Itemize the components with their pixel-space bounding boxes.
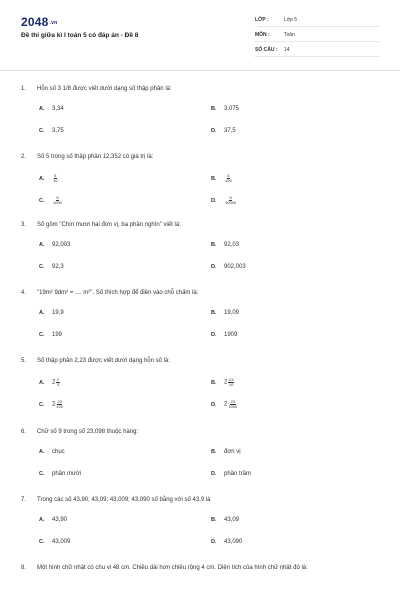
option-letter: B.: [211, 176, 217, 183]
option-letter: B.: [211, 380, 217, 387]
option-b[interactable]: [211, 378, 235, 387]
option-d[interactable]: [211, 471, 251, 477]
fraction-denominator: 1000: [228, 404, 238, 409]
option-fraction: [52, 377, 61, 387]
option-fraction: [52, 195, 63, 205]
option-text: phần trăm: [224, 471, 252, 477]
option-text: 1909: [224, 332, 238, 338]
option-a[interactable]: [39, 517, 67, 523]
fraction: [225, 174, 232, 183]
option-d[interactable]: [211, 400, 238, 409]
fraction-numerator: 23: [230, 399, 236, 404]
question-number: 3.: [21, 222, 27, 228]
option-letter: A.: [39, 106, 45, 112]
option-text: chục: [52, 449, 65, 455]
option-letter: A.: [39, 310, 45, 316]
question-stem: [21, 288, 381, 298]
fraction-denominator: 10000: [225, 200, 237, 205]
option-letter: D.: [211, 264, 217, 270]
option-a[interactable]: [39, 378, 61, 387]
question-text: Chữ số 9 trong số 23,098 thuộc hàng:: [37, 429, 139, 435]
option-b[interactable]: [211, 242, 239, 248]
option-letter: B.: [211, 242, 217, 248]
meta-question-count: SỐ CÂU : 14: [255, 45, 380, 57]
option-d[interactable]: [211, 128, 236, 134]
fraction: [56, 400, 63, 409]
option-fraction: [224, 377, 235, 387]
question-stem: [21, 495, 381, 505]
option-letter: A.: [39, 449, 45, 455]
option-letter: C.: [39, 332, 45, 338]
option-text: 92,003: [52, 242, 71, 248]
meta-class: LỚP : Lớp 5: [255, 15, 380, 27]
option-text: 43,90: [52, 517, 68, 523]
option-b[interactable]: [211, 106, 239, 112]
fraction-denominator: 10: [53, 178, 58, 183]
option-fraction: [52, 399, 64, 409]
option-letter: D.: [211, 539, 217, 545]
question-stem: [21, 152, 381, 162]
option-letter: C.: [39, 539, 45, 545]
option-letter: C.: [39, 402, 45, 409]
question-number: 7.: [21, 497, 27, 503]
option-letter: B.: [211, 106, 217, 112]
fraction-whole: 2: [224, 379, 228, 386]
option-text: 19,9: [52, 310, 64, 316]
fraction: [228, 400, 237, 409]
question-stem: [21, 220, 381, 230]
fraction-denominator: 10: [228, 382, 234, 387]
option-c[interactable]: [39, 400, 64, 409]
option-text: 92,03: [224, 242, 240, 248]
option-letter: C.: [39, 198, 45, 205]
question-text: Một hình chữ nhật có chu vi 48 cm. Chiều dài hơn chiều rộng 4 cm. Diện tích của hình chữ nhật đó là:: [37, 565, 308, 571]
option-c[interactable]: [39, 471, 81, 477]
fraction: [53, 174, 57, 183]
fraction: [228, 378, 233, 387]
fraction-numerator: 5: [229, 195, 232, 200]
question-number: 6.: [21, 429, 27, 435]
option-text: 902,003: [224, 264, 246, 270]
option-c[interactable]: [39, 196, 63, 205]
meta-subject: MÔN : Toán: [255, 30, 380, 42]
fraction: [225, 196, 236, 205]
question-number: 5.: [21, 358, 27, 364]
option-text: 43,09: [224, 517, 240, 523]
option-d[interactable]: [211, 332, 237, 338]
fraction: [56, 378, 59, 387]
option-fraction: [52, 173, 58, 183]
question-text: "19m² 9dm² = .... m²". Số thích hợp để điền vào chỗ chấm là:: [37, 290, 199, 296]
option-letter: D.: [211, 128, 217, 134]
option-a[interactable]: [39, 449, 65, 455]
option-text: 3,075: [224, 106, 240, 112]
option-a[interactable]: [39, 242, 70, 248]
site-logo[interactable]: 2048.vn: [21, 15, 58, 29]
option-d[interactable]: [211, 539, 242, 545]
option-letter: A.: [39, 176, 45, 183]
fraction-numerator: 5: [227, 173, 230, 178]
question-text: Trong các số 43,90; 43,09; 43,009; 43,090 số bằng với số 43,9 là: [37, 497, 211, 503]
option-letter: C.: [39, 471, 45, 477]
option-a[interactable]: [39, 310, 64, 316]
option-text: 19,09: [224, 310, 240, 316]
option-letter: B.: [211, 310, 217, 316]
option-letter: D.: [211, 471, 217, 477]
fraction-numerator: 2: [56, 377, 60, 382]
fraction-denominator: 3: [56, 382, 60, 387]
option-text: 92,3: [52, 264, 64, 270]
option-d[interactable]: [211, 264, 246, 270]
question-number: 2.: [21, 154, 27, 160]
option-letter: D.: [211, 198, 217, 205]
option-c[interactable]: [39, 264, 64, 270]
option-letter: B.: [211, 449, 217, 455]
option-fraction: [224, 195, 237, 205]
option-letter: A.: [39, 380, 45, 387]
question-number: 4.: [21, 290, 27, 296]
header-divider: [0, 70, 400, 71]
option-fraction: [224, 399, 238, 409]
question-text: Số thập phân 2,23 được viết dưới dạng hỗn số là:: [37, 358, 170, 364]
option-a[interactable]: [39, 106, 64, 112]
option-text: 43,090: [224, 539, 243, 545]
option-fraction: [224, 173, 233, 183]
fraction-denominator: 100: [225, 178, 232, 183]
fraction-numerator: 23: [228, 377, 234, 382]
option-text: 43,009: [52, 539, 71, 545]
option-text: 3,75: [52, 128, 64, 134]
page-header: [0, 0, 400, 70]
option-letter: D.: [211, 402, 217, 409]
option-letter: A.: [39, 242, 45, 248]
question-stem: [21, 356, 381, 366]
option-letter: C.: [39, 264, 45, 270]
option-text: phần mười: [52, 471, 82, 477]
option-b[interactable]: [211, 449, 241, 455]
option-b[interactable]: [211, 310, 239, 316]
fraction-numerator: 23: [57, 399, 62, 404]
fraction-numerator: 5: [54, 173, 57, 178]
fraction-whole: 2: [52, 401, 56, 408]
option-b[interactable]: [211, 174, 233, 183]
question-number: 1.: [21, 86, 27, 92]
fraction: [53, 196, 62, 205]
question-stem: [21, 563, 381, 573]
option-text: 199: [52, 332, 63, 338]
option-d[interactable]: [211, 196, 237, 205]
option-text: 3,34: [52, 106, 64, 112]
option-letter: A.: [39, 517, 45, 523]
question-text: Số gồm "Chín mươi hai đơn vị, ba phần nghìn" viết là:: [37, 222, 181, 228]
fraction-denominator: 100: [56, 404, 64, 409]
question-stem: [21, 84, 381, 94]
question-number: 8.: [21, 565, 27, 571]
option-a[interactable]: [39, 174, 58, 183]
exam-title: Đề thi giữa kì I toán 5 có đáp án - Đề 8: [21, 32, 139, 39]
option-letter: B.: [211, 517, 217, 523]
option-b[interactable]: [211, 517, 239, 523]
question-text: Hỗn số 3 1/8 được viết dưới dạng số thập phân là:: [37, 86, 172, 92]
fraction-whole: 2: [52, 379, 56, 386]
option-c[interactable]: [39, 332, 62, 338]
option-text: đơn vị: [224, 449, 241, 455]
option-c[interactable]: [39, 539, 70, 545]
option-letter: C.: [39, 128, 45, 134]
question-stem: [21, 427, 381, 437]
option-letter: D.: [211, 332, 217, 338]
fraction-numerator: 5: [56, 195, 59, 200]
fraction-whole: 2: [224, 401, 228, 408]
option-text: 37,5: [224, 128, 236, 134]
option-c[interactable]: [39, 128, 64, 134]
fraction-denominator: 1000: [53, 200, 62, 205]
question-text: Số 5 trong số thập phân 12,352 có giá trị là:: [37, 154, 154, 160]
